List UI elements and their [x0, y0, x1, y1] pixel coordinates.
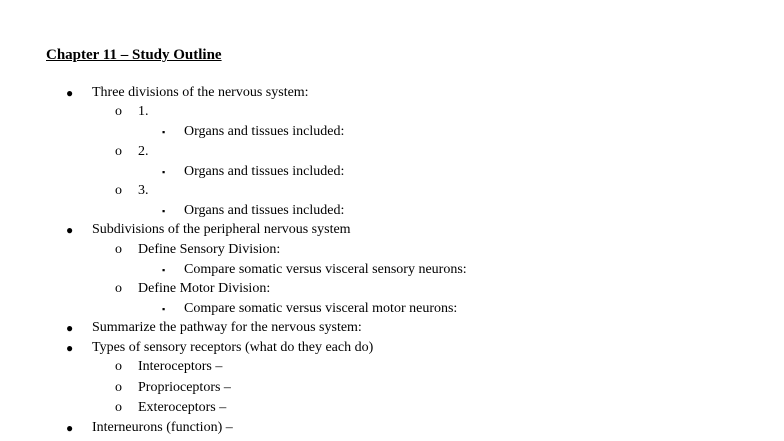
bullet-icon: ●	[66, 223, 74, 237]
circle-bullet-icon: o	[115, 380, 122, 395]
outline-text: Three divisions of the nervous system:	[92, 85, 309, 100]
bullet-icon: ●	[66, 421, 74, 435]
bullet-icon: ●	[66, 341, 74, 355]
outline-text: Summarize the pathway for the nervous system:	[92, 320, 362, 335]
circle-bullet-icon: o	[115, 400, 122, 415]
bullet-icon: ●	[66, 86, 74, 100]
square-bullet-icon: ▪	[162, 304, 166, 314]
circle-bullet-icon: o	[115, 281, 122, 296]
outline-text: Define Sensory Division:	[138, 242, 281, 257]
outline-text: Organs and tissues included:	[184, 203, 345, 218]
outline-text: Define Motor Division:	[138, 281, 271, 296]
square-bullet-icon: ▪	[162, 127, 166, 137]
outline-text: 2.	[138, 144, 149, 159]
circle-bullet-icon: o	[115, 359, 122, 374]
outline-text: Organs and tissues included:	[184, 164, 345, 179]
outline-text: Compare somatic versus visceral sensory neurons:	[184, 262, 467, 277]
outline-text: Interoceptors –	[138, 359, 223, 374]
circle-bullet-icon: o	[115, 242, 122, 257]
square-bullet-icon: ▪	[162, 167, 166, 177]
outline-text: Subdivisions of the peripheral nervous system	[92, 222, 351, 237]
outline-text: Interneurons (function) –	[92, 420, 233, 435]
circle-bullet-icon: o	[115, 104, 122, 119]
outline-text: 1.	[138, 104, 149, 119]
circle-bullet-icon: o	[115, 144, 122, 159]
circle-bullet-icon: o	[115, 183, 122, 198]
outline-text: 3.	[138, 183, 149, 198]
outline-text: Exteroceptors –	[138, 400, 227, 415]
page-title: Chapter 11 – Study Outline	[46, 47, 222, 63]
square-bullet-icon: ▪	[162, 265, 166, 275]
outline-text: Types of sensory receptors (what do they each do)	[92, 340, 374, 355]
square-bullet-icon: ▪	[162, 206, 166, 216]
outline-text: Compare somatic versus visceral motor neurons:	[184, 301, 458, 316]
outline-text: Organs and tissues included:	[184, 124, 345, 139]
bullet-icon: ●	[66, 321, 74, 335]
outline-text: Proprioceptors –	[138, 380, 231, 395]
